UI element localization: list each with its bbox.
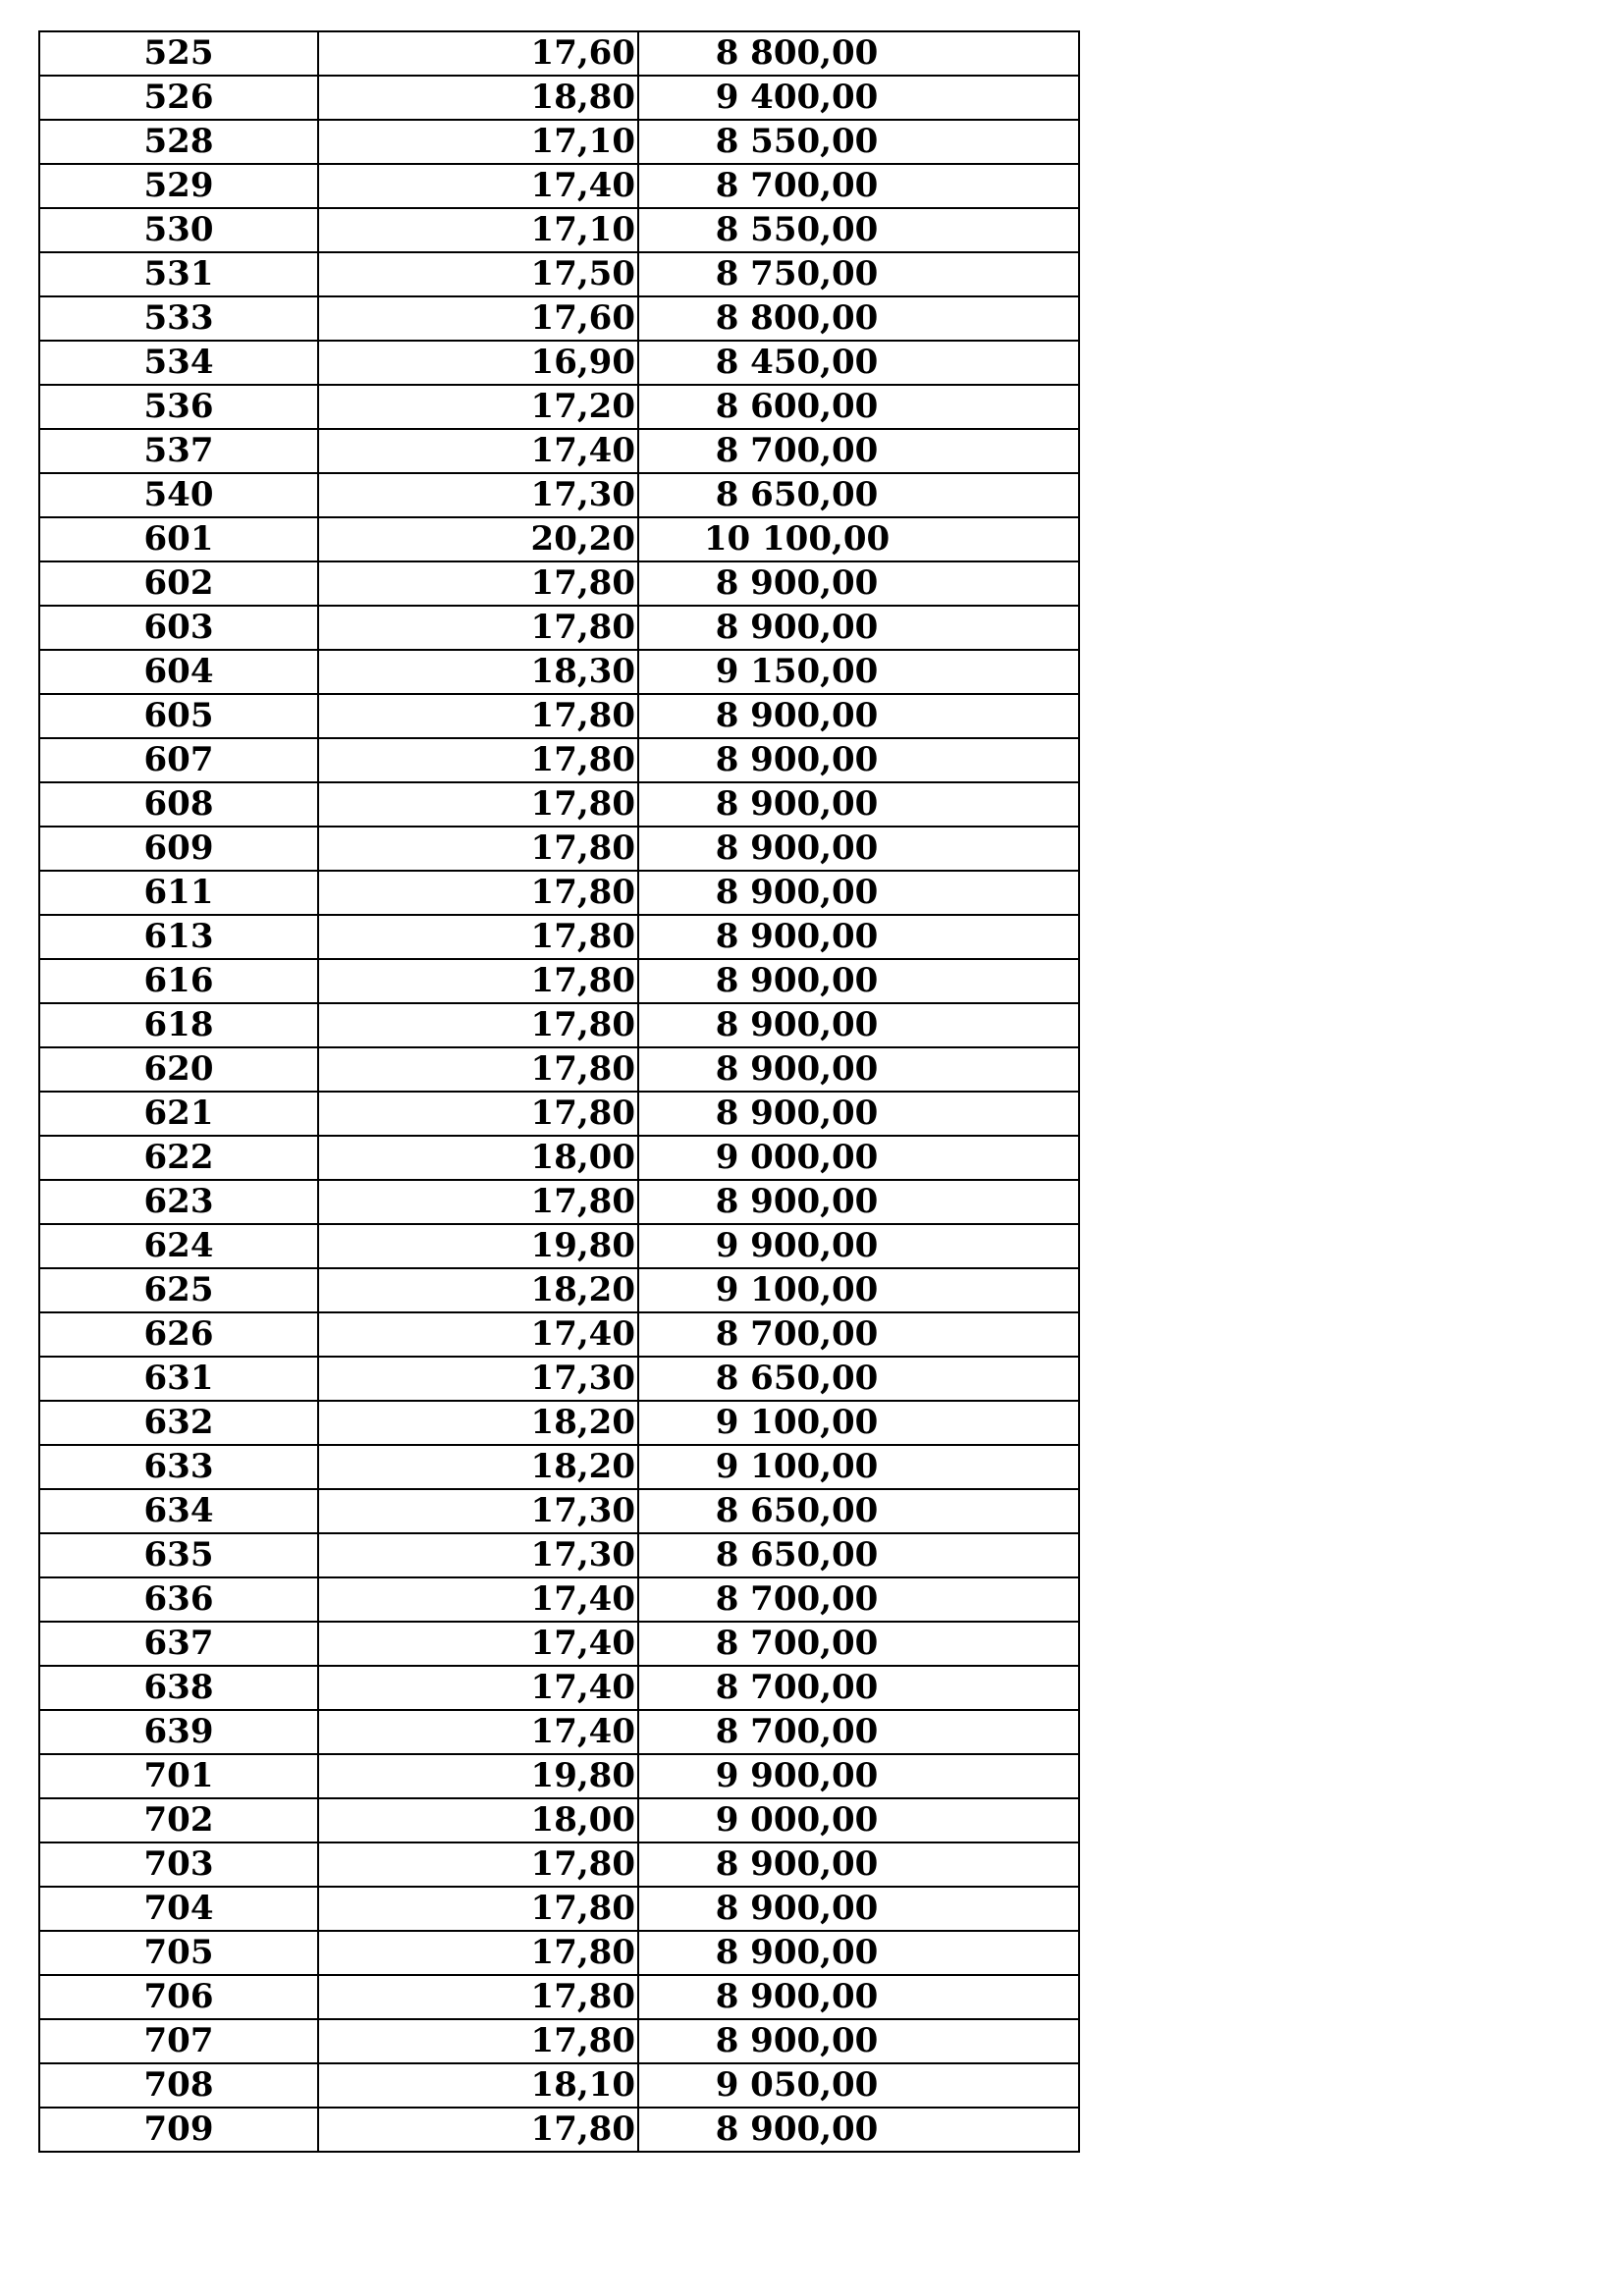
table-row (39, 76, 1079, 120)
table-row (39, 429, 1079, 473)
row-area-cell: 17,80 (318, 606, 638, 650)
table-row (39, 1047, 1079, 1092)
row-area-cell: 18,20 (318, 1401, 638, 1445)
row-amount-cell: 8 700,00 (638, 1312, 1079, 1357)
row-area-cell: 17,60 (318, 31, 638, 76)
row-amount-cell: 9 900,00 (638, 1224, 1079, 1268)
row-amount-cell: 8 650,00 (638, 1533, 1079, 1577)
table-row (39, 1931, 1079, 1975)
row-number-cell: 603 (39, 606, 318, 650)
row-area-cell: 17,30 (318, 1533, 638, 1577)
table-row (39, 738, 1079, 782)
row-amount-cell: 9 000,00 (638, 1798, 1079, 1842)
table-row (39, 915, 1079, 959)
row-area-cell: 18,20 (318, 1268, 638, 1312)
row-number-cell: 601 (39, 517, 318, 561)
row-number-cell: 709 (39, 2108, 318, 2152)
row-number-cell: 707 (39, 2019, 318, 2063)
row-area-cell: 18,00 (318, 1798, 638, 1842)
row-amount-cell: 9 100,00 (638, 1268, 1079, 1312)
row-number-cell: 633 (39, 1445, 318, 1489)
row-amount-cell: 8 900,00 (638, 1047, 1079, 1092)
table-row (39, 341, 1079, 385)
row-amount-cell: 8 900,00 (638, 694, 1079, 738)
row-area-cell: 17,40 (318, 1710, 638, 1754)
row-area-cell: 17,60 (318, 296, 638, 341)
table-body (39, 31, 1079, 2152)
row-number-cell: 529 (39, 164, 318, 208)
row-amount-cell: 9 900,00 (638, 1754, 1079, 1798)
table-row (39, 1268, 1079, 1312)
row-amount-cell: 8 900,00 (638, 1003, 1079, 1047)
row-amount-cell: 8 700,00 (638, 1710, 1079, 1754)
row-number-cell: 701 (39, 1754, 318, 1798)
row-amount-cell: 8 900,00 (638, 871, 1079, 915)
row-area-cell: 17,80 (318, 1931, 638, 1975)
row-area-cell: 17,80 (318, 1003, 638, 1047)
table-row (39, 606, 1079, 650)
row-amount-cell: 8 900,00 (638, 1842, 1079, 1887)
row-area-cell: 19,80 (318, 1224, 638, 1268)
row-number-cell: 632 (39, 1401, 318, 1445)
row-area-cell: 17,40 (318, 429, 638, 473)
row-number-cell: 636 (39, 1577, 318, 1622)
row-number-cell: 536 (39, 385, 318, 429)
row-amount-cell: 8 800,00 (638, 31, 1079, 76)
row-amount-cell: 8 650,00 (638, 473, 1079, 517)
row-number-cell: 533 (39, 296, 318, 341)
row-amount-cell: 8 800,00 (638, 296, 1079, 341)
row-area-cell: 17,20 (318, 385, 638, 429)
row-amount-cell: 8 900,00 (638, 1975, 1079, 2019)
table-row (39, 1533, 1079, 1577)
row-area-cell: 17,30 (318, 1489, 638, 1533)
row-amount-cell: 8 600,00 (638, 385, 1079, 429)
row-number-cell: 531 (39, 252, 318, 296)
row-amount-cell: 8 900,00 (638, 1092, 1079, 1136)
row-number-cell: 530 (39, 208, 318, 252)
row-amount-cell: 8 550,00 (638, 120, 1079, 164)
row-area-cell: 17,80 (318, 1887, 638, 1931)
row-area-cell: 17,10 (318, 208, 638, 252)
row-amount-cell: 8 900,00 (638, 1887, 1079, 1931)
row-number-cell: 623 (39, 1180, 318, 1224)
table-row (39, 164, 1079, 208)
row-area-cell: 18,20 (318, 1445, 638, 1489)
table-row (39, 1489, 1079, 1533)
table-row (39, 1842, 1079, 1887)
row-area-cell: 17,80 (318, 561, 638, 606)
row-area-cell: 17,40 (318, 1577, 638, 1622)
row-amount-cell: 8 650,00 (638, 1489, 1079, 1533)
table-row (39, 561, 1079, 606)
row-area-cell: 17,80 (318, 959, 638, 1003)
row-area-cell: 17,80 (318, 1047, 638, 1092)
row-amount-cell: 8 900,00 (638, 2019, 1079, 2063)
row-amount-cell: 8 700,00 (638, 429, 1079, 473)
row-area-cell: 17,80 (318, 1180, 638, 1224)
table-row (39, 517, 1079, 561)
row-area-cell: 17,80 (318, 2019, 638, 2063)
row-area-cell: 17,80 (318, 1975, 638, 2019)
table-row (39, 31, 1079, 76)
row-amount-cell: 8 900,00 (638, 606, 1079, 650)
row-area-cell: 17,80 (318, 1842, 638, 1887)
row-number-cell: 604 (39, 650, 318, 694)
row-number-cell: 607 (39, 738, 318, 782)
table-row (39, 1445, 1079, 1489)
row-area-cell: 17,80 (318, 827, 638, 871)
table-row (39, 473, 1079, 517)
table-row (39, 827, 1079, 871)
row-amount-cell: 8 700,00 (638, 1577, 1079, 1622)
table-row (39, 208, 1079, 252)
row-area-cell: 17,40 (318, 1666, 638, 1710)
row-amount-cell: 8 700,00 (638, 1666, 1079, 1710)
row-number-cell: 611 (39, 871, 318, 915)
row-number-cell: 631 (39, 1357, 318, 1401)
row-number-cell: 525 (39, 31, 318, 76)
row-area-cell: 17,40 (318, 164, 638, 208)
row-number-cell: 620 (39, 1047, 318, 1092)
row-number-cell: 703 (39, 1842, 318, 1887)
table-row (39, 1798, 1079, 1842)
table-row (39, 120, 1079, 164)
row-amount-cell: 9 400,00 (638, 76, 1079, 120)
row-area-cell: 17,40 (318, 1622, 638, 1666)
row-number-cell: 528 (39, 120, 318, 164)
table-row (39, 2019, 1079, 2063)
row-area-cell: 16,90 (318, 341, 638, 385)
row-number-cell: 540 (39, 473, 318, 517)
row-amount-cell: 8 550,00 (638, 208, 1079, 252)
table-row (39, 1224, 1079, 1268)
row-area-cell: 17,30 (318, 1357, 638, 1401)
row-amount-cell: 9 100,00 (638, 1401, 1079, 1445)
table-row (39, 1003, 1079, 1047)
table-row (39, 1710, 1079, 1754)
row-number-cell: 602 (39, 561, 318, 606)
row-area-cell: 17,80 (318, 1092, 638, 1136)
row-area-cell: 18,00 (318, 1136, 638, 1180)
row-number-cell: 704 (39, 1887, 318, 1931)
row-amount-cell: 8 700,00 (638, 164, 1079, 208)
row-area-cell: 17,40 (318, 1312, 638, 1357)
row-number-cell: 608 (39, 782, 318, 827)
table-row (39, 1312, 1079, 1357)
row-amount-cell: 9 150,00 (638, 650, 1079, 694)
row-number-cell: 526 (39, 76, 318, 120)
row-number-cell: 618 (39, 1003, 318, 1047)
row-area-cell: 17,80 (318, 738, 638, 782)
row-number-cell: 706 (39, 1975, 318, 2019)
row-amount-cell: 8 700,00 (638, 1622, 1079, 1666)
table-row (39, 1357, 1079, 1401)
table-row (39, 694, 1079, 738)
table-row (39, 959, 1079, 1003)
table-row (39, 782, 1079, 827)
row-amount-cell: 8 900,00 (638, 1180, 1079, 1224)
row-area-cell: 18,80 (318, 76, 638, 120)
row-number-cell: 534 (39, 341, 318, 385)
row-number-cell: 635 (39, 1533, 318, 1577)
row-area-cell: 17,10 (318, 120, 638, 164)
row-area-cell: 17,80 (318, 871, 638, 915)
row-number-cell: 634 (39, 1489, 318, 1533)
table-row (39, 1577, 1079, 1622)
row-area-cell: 19,80 (318, 1754, 638, 1798)
row-amount-cell: 8 900,00 (638, 782, 1079, 827)
row-number-cell: 622 (39, 1136, 318, 1180)
table-row (39, 1754, 1079, 1798)
row-amount-cell: 9 100,00 (638, 1445, 1079, 1489)
row-amount-cell: 8 900,00 (638, 561, 1079, 606)
row-area-cell: 17,50 (318, 252, 638, 296)
row-number-cell: 639 (39, 1710, 318, 1754)
row-number-cell: 705 (39, 1931, 318, 1975)
table-row (39, 1666, 1079, 1710)
row-amount-cell: 8 650,00 (638, 1357, 1079, 1401)
table-row (39, 252, 1079, 296)
row-area-cell: 17,80 (318, 694, 638, 738)
row-number-cell: 702 (39, 1798, 318, 1842)
row-amount-cell: 8 900,00 (638, 827, 1079, 871)
table-row (39, 2063, 1079, 2108)
table-row (39, 1401, 1079, 1445)
row-amount-cell: 8 900,00 (638, 915, 1079, 959)
table-row (39, 650, 1079, 694)
row-number-cell: 609 (39, 827, 318, 871)
row-area-cell: 18,10 (318, 2063, 638, 2108)
row-amount-cell: 8 900,00 (638, 1931, 1079, 1975)
row-amount-cell: 10 100,00 (638, 517, 1079, 561)
row-number-cell: 621 (39, 1092, 318, 1136)
table-row (39, 1622, 1079, 1666)
row-number-cell: 638 (39, 1666, 318, 1710)
row-number-cell: 624 (39, 1224, 318, 1268)
row-area-cell: 17,80 (318, 915, 638, 959)
table-row (39, 1136, 1079, 1180)
row-amount-cell: 8 900,00 (638, 738, 1079, 782)
row-area-cell: 18,30 (318, 650, 638, 694)
row-amount-cell: 8 900,00 (638, 2108, 1079, 2152)
row-number-cell: 708 (39, 2063, 318, 2108)
row-amount-cell: 8 900,00 (638, 959, 1079, 1003)
row-number-cell: 626 (39, 1312, 318, 1357)
table-row (39, 1887, 1079, 1931)
row-number-cell: 625 (39, 1268, 318, 1312)
row-area-cell: 17,30 (318, 473, 638, 517)
row-number-cell: 637 (39, 1622, 318, 1666)
table-row (39, 296, 1079, 341)
row-number-cell: 605 (39, 694, 318, 738)
row-amount-cell: 9 050,00 (638, 2063, 1079, 2108)
row-area-cell: 20,20 (318, 517, 638, 561)
table-row (39, 1975, 1079, 2019)
row-area-cell: 17,80 (318, 2108, 638, 2152)
table-row (39, 2108, 1079, 2152)
row-amount-cell: 8 750,00 (638, 252, 1079, 296)
table-row (39, 1180, 1079, 1224)
row-number-cell: 613 (39, 915, 318, 959)
row-number-cell: 537 (39, 429, 318, 473)
table-row (39, 1092, 1079, 1136)
row-amount-cell: 8 450,00 (638, 341, 1079, 385)
row-amount-cell: 9 000,00 (638, 1136, 1079, 1180)
data-table (38, 30, 1080, 2153)
table-row (39, 871, 1079, 915)
table-row (39, 385, 1079, 429)
row-number-cell: 616 (39, 959, 318, 1003)
row-area-cell: 17,80 (318, 782, 638, 827)
